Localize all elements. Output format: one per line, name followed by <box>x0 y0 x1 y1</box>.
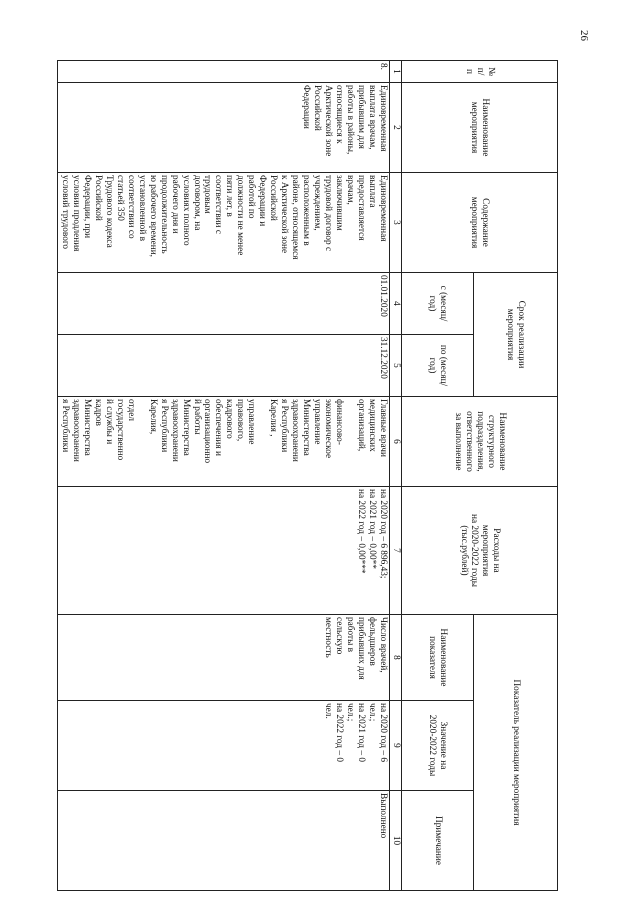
row-end-date: 31.12.2020 <box>57 335 389 397</box>
row-indicator-name: Число врачей, фельдшеров прибывших для работы в сельскую местность <box>57 615 389 701</box>
header-start-date: с (месяц/ год) <box>402 273 474 335</box>
row-number: 8. <box>57 61 389 83</box>
header-expenses: Расходы на мероприятия на 2020-2022 годы (тыс.рублей) <box>402 487 558 615</box>
header-end-date: по (месяц/ год) <box>402 335 474 397</box>
column-number: 6 <box>390 397 402 487</box>
header-measure-name: Наименование мероприятия <box>402 83 558 173</box>
row-measure-name: Единовременная выплата врачам, прибывшим для работы в районы, относящиеся к Арктической зоне Российской Федерации <box>57 83 389 173</box>
header-number: № п/ п <box>402 61 558 83</box>
column-number: 8 <box>390 615 402 701</box>
column-number: 1 <box>390 61 402 83</box>
column-number: 9 <box>390 701 402 791</box>
table-row <box>57 61 389 891</box>
page-number: 26 <box>578 30 590 41</box>
column-number: 7 <box>390 487 402 615</box>
header-indicator-name: Наименование показателя <box>402 615 474 701</box>
header-indicator-value: Значение на 2020-2022 годы <box>402 701 474 791</box>
row-indicator-value: на 2020 год – 6 чел.; на 2021 год – 0 чел.; на 2022 год – 0 чел. <box>57 701 389 791</box>
header-measure-content: Содержание мероприятия <box>402 173 558 273</box>
header-responsible-unit: Наименование структурного подразделения, ответственного за выполнение <box>402 397 558 487</box>
column-number: 5 <box>390 335 402 397</box>
column-number: 3 <box>390 173 402 273</box>
rotated-table-page <box>59 60 558 890</box>
measures-table <box>57 60 558 891</box>
column-number: 10 <box>390 791 402 891</box>
header-indicator-group: Показатель реализации мероприятия <box>474 615 558 891</box>
row-start-date: 01.01.2020 <box>57 273 389 335</box>
row-measure-content: Единовременная выплата предоставляется врачам, заключившим трудовой договор с учреждением, расположенным в районе, относящемся к Арктической зоне Российской Федерации и работой по должности не менее пяти лет, в соответствии с трудовым договором, на условиях полного рабочего дня и продолжительность ю рабочего времени, установленной в соответствии со статьей 350 Трудового кодекса Российской Федерации, при условии продления условий трудового <box>57 173 389 273</box>
column-number: 2 <box>390 83 402 173</box>
row-responsible-unit: Главные врачи медицинских организаций, финансово- экономическое управление Министерства здравоохранени я Республики Карелия , управление правового, кадрового обеспечения и организационно й работы Министерства здравоохранени я Республики Карелия, отдел государственно й службы и кадров Министерства здравоохранени я Республики <box>57 397 389 487</box>
row-expenses: на 2020 год – 6 896,43; на 2021 год – 0,00** на 2022 год – 0,00*** <box>57 487 389 615</box>
header-note: Примечание <box>402 791 474 891</box>
row-note: Выполнено <box>57 791 389 891</box>
header-implementation-period: Срок реализации мероприятия <box>474 273 558 397</box>
column-number: 4 <box>390 273 402 335</box>
